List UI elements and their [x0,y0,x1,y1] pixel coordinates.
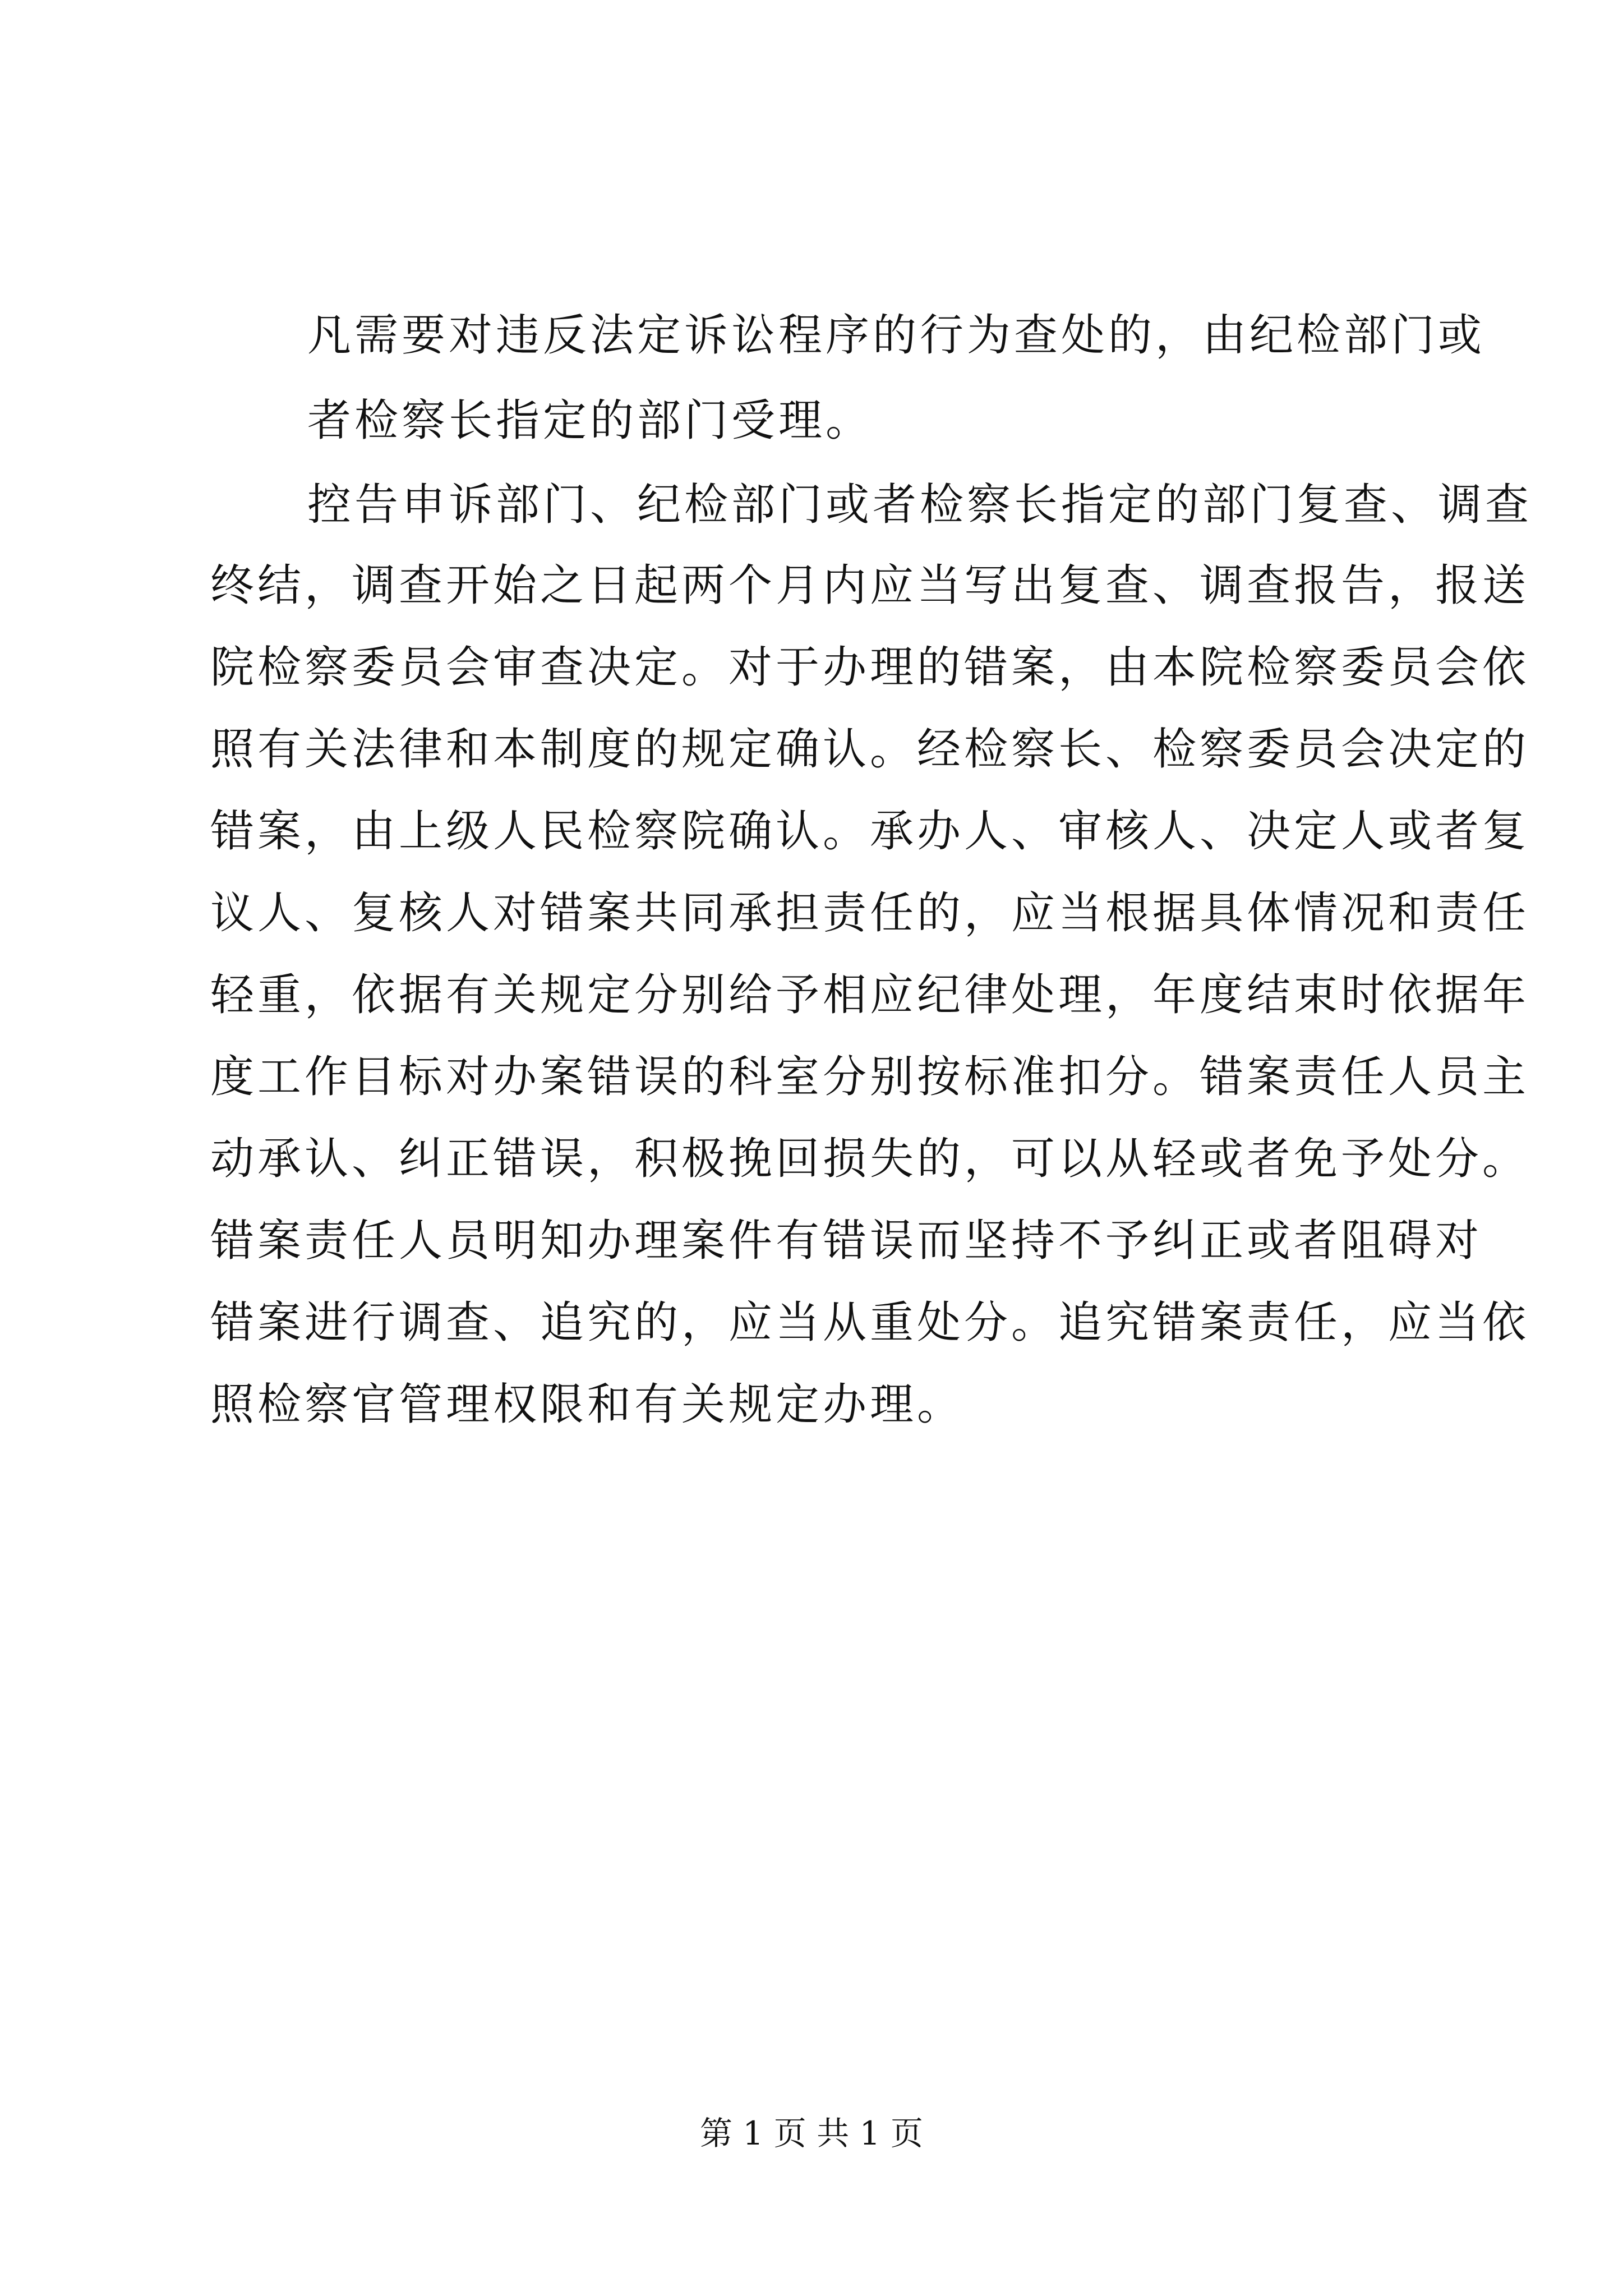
paragraph-line: 控告申诉部门、纪检部门或者检察长指定的部门复查、调查 [307,480,1533,530]
paragraph-line: 轻重，依据有关规定分别给予相应纪律处理，年度结束时依据年 [210,970,1530,1020]
paragraph-line: 凡需要对违反法定诉讼程序的行为查处的，由纪检部门或 [307,310,1486,361]
paragraph-line: 错案，由上级人民检察院确认。承办人、审核人、决定人或者复 [210,806,1530,857]
paragraph-line: 照有关法律和本制度的规定确认。经检察长、检察委员会决定的 [210,724,1530,775]
paragraph-line: 照检察官管理权限和有关规定办理。 [210,1379,965,1430]
page-footer: 第 1 页 共 1 页 [700,2114,923,2152]
paragraph-line: 议人、复核人对错案共同承担责任的，应当根据具体情况和责任 [210,888,1530,938]
paragraph-line: 者检察长指定的部门受理。 [307,395,873,446]
paragraph-line: 错案责任人员明知办理案件有错误而坚持不予纠正或者阻碍对 [210,1216,1483,1266]
paragraph-line: 度工作目标对办案错误的科室分别按标准扣分。错案责任人员主 [210,1052,1530,1102]
paragraph-line: 院检察委员会审查决定。对于办理的错案，由本院检察委员会依 [210,642,1530,693]
paragraph-line: 终结，调查开始之日起两个月内应当写出复查、调查报告，报送 [210,560,1530,611]
paragraph-line: 动承认、纠正错误，积极挽回损失的，可以从轻或者免予处分。 [210,1134,1530,1184]
paragraph-line: 错案进行调查、追究的，应当从重处分。追究错案责任，应当依 [210,1297,1530,1348]
